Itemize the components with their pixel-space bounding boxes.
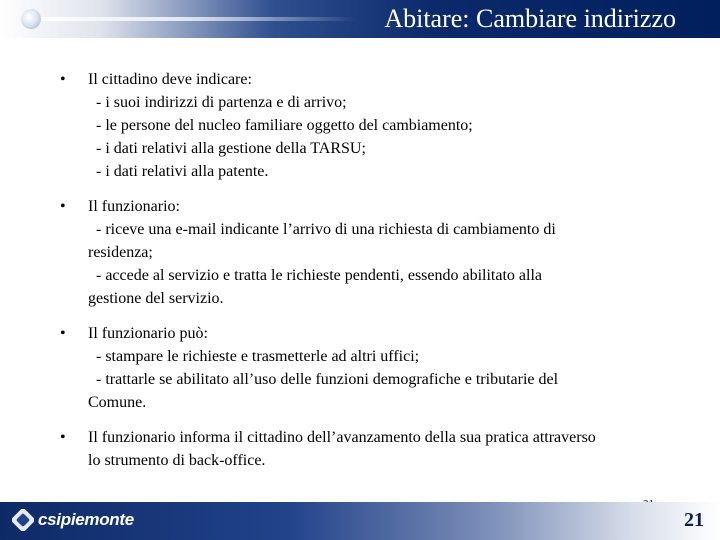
bullet-text-line: Il funzionario informa il cittadino dell’avanzamento della sua pratica attraverso (88, 429, 596, 446)
bullet-text-line: - riceve una e-mail indicante l’arrivo di una richiesta di cambiamento di (88, 221, 556, 238)
bullet-icon: • (60, 325, 66, 342)
bullet-heading: Il funzionario: (88, 198, 180, 215)
bullet-funzionario-informa (60, 426, 640, 472)
bullet-text-line: gestione del servizio. (88, 290, 224, 307)
sub-item: - le persone del nucleo familiare oggetto del cambiamento; (96, 117, 473, 134)
header-bullet-icon (21, 9, 41, 29)
csi-logo-text: csipiemonte (38, 510, 134, 529)
bullet-text-line: - stampare le richieste e trasmetterle ad altri uffici; (88, 348, 420, 365)
csi-logo-icon (12, 509, 34, 531)
sub-item: - i suoi indirizzi di partenza e di arrivo; (96, 94, 347, 111)
bullet-icon: • (60, 71, 66, 88)
sub-item: - i dati relativi alla patente. (96, 163, 269, 180)
bullet-heading: Il cittadino deve indicare: (88, 71, 252, 88)
bullet-icon: • (60, 198, 66, 215)
bullet-funzionario (60, 195, 640, 310)
bullet-cittadino (60, 68, 640, 183)
page-title: Abitare: Cambiare indirizzo (384, 4, 676, 33)
bullet-text-line: Comune. (88, 394, 147, 411)
bullet-heading: Il funzionario può: (88, 325, 208, 342)
sub-item: - i dati relativi alla gestione della TARSU; (96, 140, 366, 157)
bullet-text-line: - trattarle se abilitato all’uso delle funzioni demografiche e tributarie del (88, 371, 559, 388)
slide-content (60, 68, 640, 484)
page-number-large: 21 (684, 509, 704, 531)
bullet-text-line: lo strumento di back-office. (88, 452, 266, 469)
header-decorative-line (36, 17, 356, 21)
bullet-icon: • (60, 429, 66, 446)
bullet-text-line: residenza; (88, 244, 153, 261)
bullet-text-line: - accede al servizio e tratta le richieste pendenti, essendo abilitato alla (88, 267, 543, 284)
bullet-funzionario-puo (60, 322, 640, 414)
